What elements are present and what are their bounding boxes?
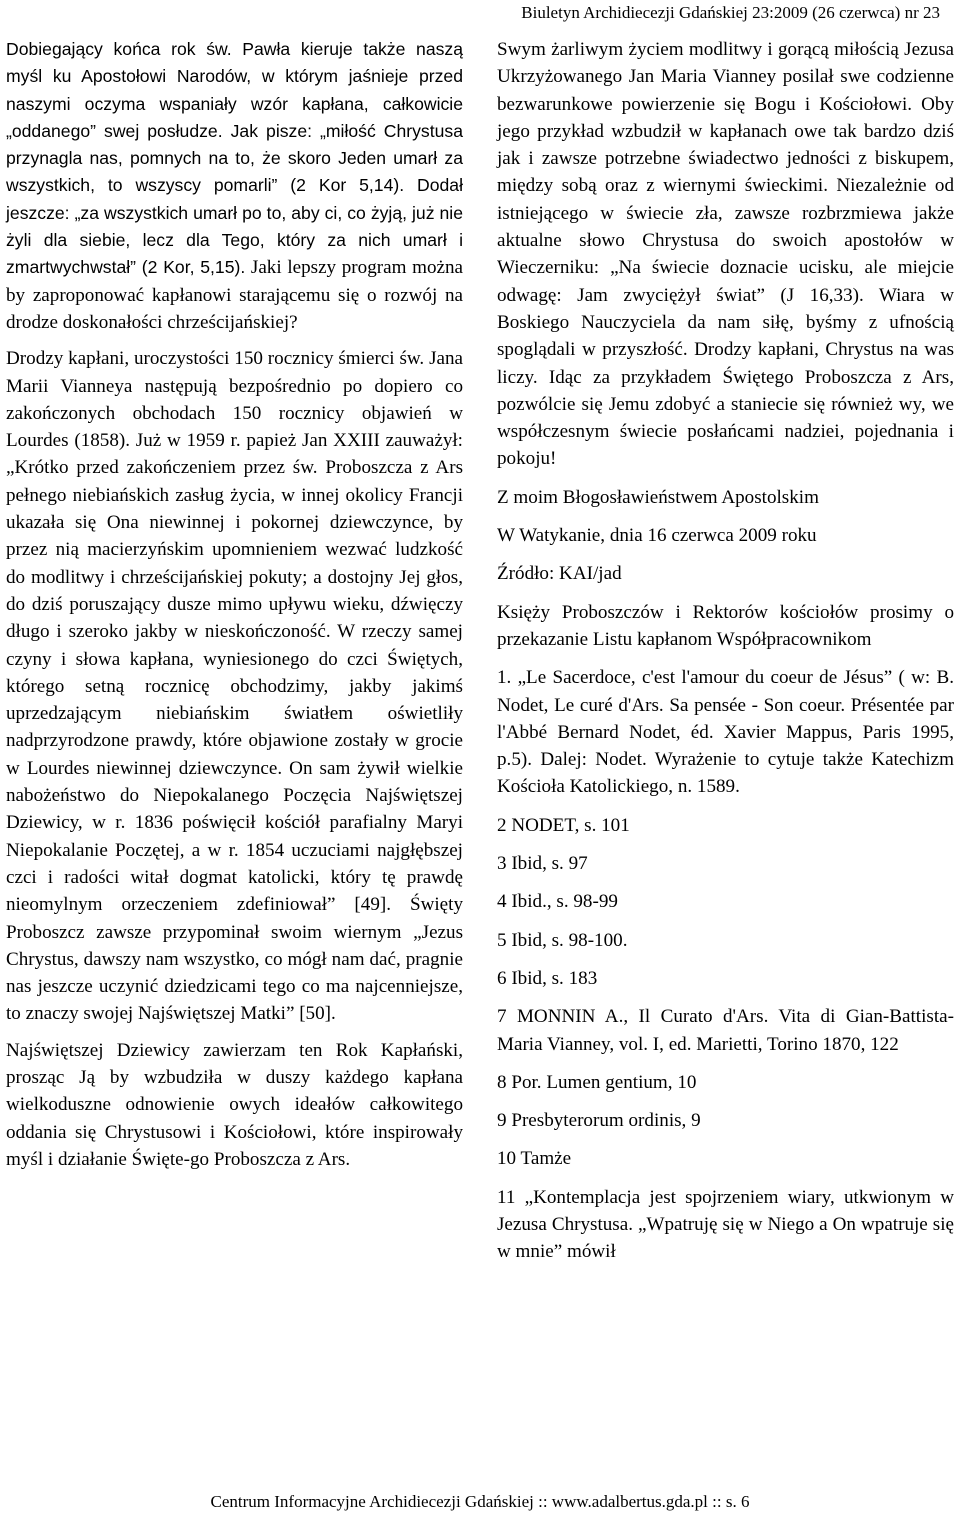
- paragraph-entrustment: Najświętszej Dziewicy zawierzam ten Rok Kapłański, prosząc Ją by wzbudziła w duszy każdego kapłana wielkoduszne odnowienie owych ideałów całkowitego oddania się Chrystusowi i Kościołowi, które inspirowały myśl i działanie Święte-go Proboszcza z Ars.: [6, 1039, 463, 1170]
- footnote: 2 NODET, s. 101: [497, 814, 630, 836]
- footnote: 4 Ibid., s. 98-99: [497, 891, 618, 913]
- request-note: Księży Proboszczów i Rektorów kościołów prosimy o przekazanie Listu kapłanom Współpracownikom: [497, 601, 954, 650]
- footnote: 9 Presbyterorum ordinis, 9: [497, 1110, 701, 1132]
- right-column: [497, 36, 954, 1266]
- footnote: 5 Ibid, s. 98-100.: [497, 929, 628, 951]
- footnote: 3 Ibid, s. 97: [497, 853, 588, 875]
- footnote: 11 „Kontemplacja jest spojrzeniem wiary, utkwionym w Jezusa Chrystusa. „Wpatruję się w Niego a On wpatruje się w mnie” mówił: [497, 1186, 954, 1263]
- page-footer: Centrum Informacyjne Archidiecezji Gdańskiej :: www.adalbertus.gda.pl :: s. 6: [210, 1492, 750, 1511]
- footnote: 10 Tamże: [497, 1148, 572, 1170]
- footnote: 1. „Le Sacerdoce, c'est l'amour du coeur de Jésus” ( w: B. Nodet, Le curé d'Ars. Sa pensée - Son coeur. Présentée par l'Abbé Bernard Nodet, éd. Xavier Mappus, Paris 1995, p.5). Dalej: Nodet. Wyrażenie to cytuje także Katechizm Kościoła Katolickiego, n. 1589.: [497, 667, 954, 798]
- blessing-line: Z moim Błogosławieństwem Apostolskim: [497, 486, 819, 508]
- paragraph-vianney-example: Swym żarliwym życiem modlitwy i gorącą miłością Jezusa Ukrzyżowanego Jan Maria Vianney posilał swe codzienne bezwarunkowe powierzenie się Bogu i Kościołowi. Oby jego przykład wzbudził w kapłanach owe tak bardzo dziś jak i zawsze potrzebne świadectwo jedności z biskupem, między sobą oraz z wiernymi świeckimi. Niezależnie od istniejącego w świecie zła, zawsze rozbrzmiewa jakże aktualne słowo Chrystusa do swoich apostołów w Wieczerniku: „Na świecie doznacie ucisku, ale miejcie odwagę: Jam zwyciężył świat” (J 16,33). Wiara w Boskiego Nauczyciela da nam siłę, byśmy z ufnością spoglądali w przyszłość. Drodzy kapłani, Chrystus na was liczy. Idąc za przykładem Świętego Proboszcza z Ars, pozwólcie się Jemu zdobyć a staniecie się również wy, we współczesnym świecie posłańcami nadziei, pojednania i pokoju!: [497, 39, 954, 470]
- paragraph-paul-year: [6, 36, 463, 336]
- left-column: [6, 36, 463, 1173]
- footnote: 7 MONNIN A., Il Curato d'Ars. Vita di Gian-Battista-Maria Vianney, vol. I, ed. Marietti, Torino 1870, 122: [497, 1006, 954, 1055]
- paragraph-lourdes: Drodzy kapłani, uroczystości 150 rocznicy śmierci św. Jana Marii Vianneya następują bezpośrednio po dopiero co zakończonych obchodach 150 rocznicy objawień w Lourdes (1858). Już w 1959 r. papież Jan XXIII zauważył: „Krótko przed zakończeniem przez św. Proboszcza z Ars pełnego niebiańskich zasług życia, w innej okolicy Francji ukazała się Ona niewinnej i pokornej dziewczynce, by przez nią macierzyńskim upomnieniem wezwać ludzkość do modlitwy i chrześcijańskiej pokuty; a dostojny Jej głos, do dziś poruszający dusze mimo upływu wieku, dźwięczy długo i szeroko jakby w nieskończoność. W rzeczy samej czyny i słowa kapłana, wyniesionego do czci Świętych, którego setną rocznicę obchodzimy, jakby jakimś uprzedzającym niebiańskim światłem oświetliły nadprzyrodzone prawdy, które objawione zostały w grocie w Lourdes niewinnej dziewczynce. On sam żywił wielkie nabożeństwo do Niepokalanego Poczęcia Najświętszej Dziewicy, w r. 1836 poświęcił kościół parafialny Maryi Niepokalanie Poczętej, a w r. 1854 uczuciami najgłębszej czci i radości witał dogmat katolicki, który tę prawdę nieomylnym orzeczeniem zdefiniował” [49]. Święty Proboszcz zawsze przypominał swoim wiernym „Jezus Chrystus, dawszy nam wszystko, co mógł nam dać, pragnie nas jeszcze uczynić dziedzicami tego co ma najcenniejsze, to znaczy swojej Najświętszej Matki” [50].: [6, 348, 463, 1025]
- running-header: Biuletyn Archidiecezji Gdańskiej 23:2009 (26 czerwca) nr 23: [521, 3, 940, 22]
- date-place-line: W Watykanie, dnia 16 czerwca 2009 roku: [497, 525, 817, 547]
- footnote: 6 Ibid, s. 183: [497, 967, 598, 989]
- paragraph-paul-year-serif-part: Jaki lepszy program można by zaproponować kapłanowi starającemu się o rozwój na drodze doskonałości chrześcijańskiej?: [6, 257, 463, 333]
- paragraph-paul-year-sans-part: Dobiegający końca rok św. Pawła kieruje także naszą myśl ku Apostołowi Narodów, w którym jaśnieje przed naszymi oczyma wspaniały wzór kapłana, całkowicie „oddanego” swej posłudze. Jak pisze: „miłość Chrystusa przynagla nas, pomnych na to, że skoro Jeden umarł za wszystkich, to wszyscy pomarli” (2 Kor 5,14). Dodał jeszcze: „za wszystkich umarł po to, aby ci, co żyją, już nie żyli dla siebie, lecz dla Tego, który za nich umarł i zmartwychwstał” (2 Kor, 5,15).: [6, 39, 463, 278]
- footnote: 8 Por. Lumen gentium, 10: [497, 1071, 697, 1093]
- source-line: Źródło: KAI/jad: [497, 563, 622, 585]
